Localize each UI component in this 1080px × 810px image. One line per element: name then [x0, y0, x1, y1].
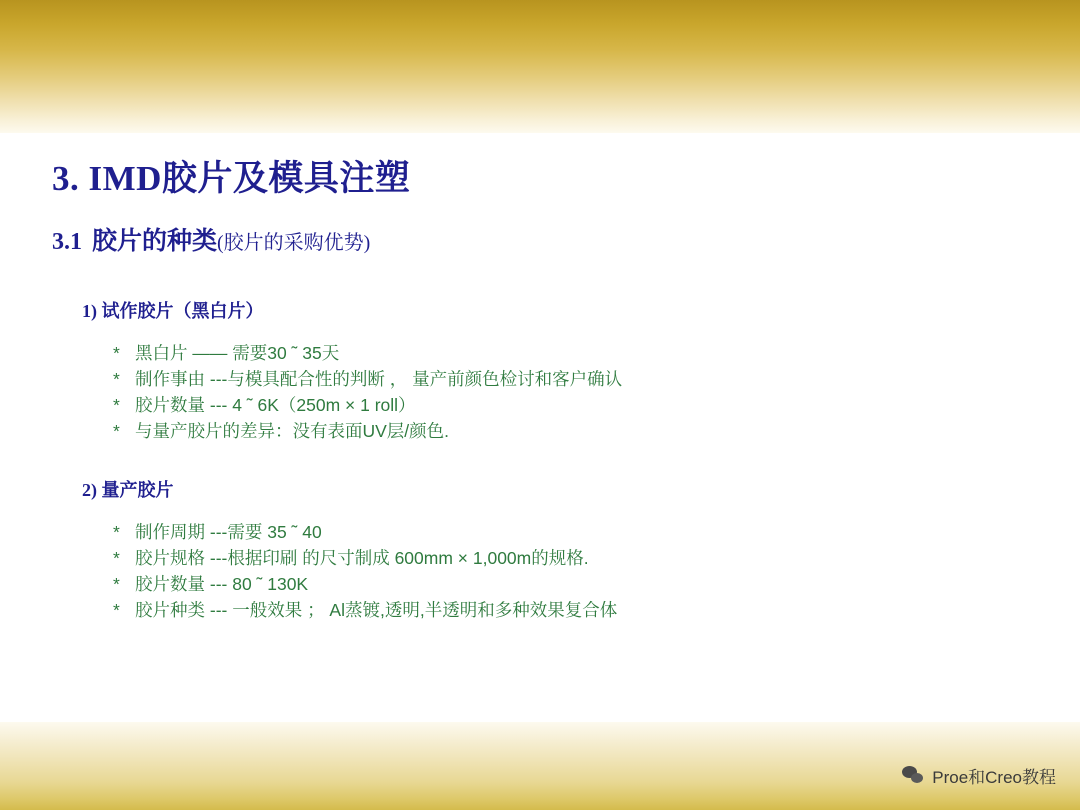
list-item	[113, 519, 617, 545]
list-item	[113, 571, 617, 597]
list-item-text: 黑白片 —— 需要30 ˜ 35天	[135, 343, 340, 363]
list-item-text: 胶片规格 ---根据印刷 的尺寸制成 600mm × 1,000m的规格.	[135, 548, 589, 568]
list-item-text: 胶片种类 --- 一般效果 ； Al蒸镀,透明,半透明和多种效果复合体	[135, 600, 618, 620]
watermark	[902, 763, 1056, 788]
bullet-marker-icon: *	[113, 343, 120, 363]
section-subtitle	[52, 221, 370, 257]
list-item-heading-1: 1) 试作胶片（黑白片）	[82, 301, 264, 321]
watermark-label: Proe和Creo教程	[932, 768, 1056, 787]
list-item	[113, 340, 622, 366]
list-item-text: 制作周期 ---需要 35 ˜ 40	[135, 522, 322, 542]
list-item-heading-2: 2) 量产胶片	[82, 480, 174, 500]
bullet-list-1	[113, 340, 622, 444]
bullet-marker-icon: *	[113, 548, 120, 568]
list-item-text: 制作事由 ---与模具配合性的判断 ， 量产前颜色检讨和客户确认	[135, 369, 623, 389]
bullet-marker-icon: *	[113, 369, 120, 389]
list-item	[113, 392, 622, 418]
bullet-marker-icon: *	[113, 522, 120, 542]
bullet-marker-icon: *	[113, 395, 120, 415]
list-item-text: 与量产胶片的差异：没有表面UV层/颜色.	[135, 421, 450, 441]
list-item	[113, 366, 622, 392]
bullet-marker-icon: *	[113, 600, 120, 620]
top-decorative-band	[0, 0, 1080, 133]
bullet-list-2	[113, 519, 617, 623]
subtitle-number: 3.1	[52, 229, 82, 255]
list-item	[113, 418, 622, 444]
page-title: 3. IMD胶片及模具注塑	[52, 159, 411, 198]
list-item-text: 胶片数量 --- 80 ˜ 130K	[135, 574, 309, 594]
list-item	[113, 597, 617, 623]
subtitle-parenthetical: (胶片的采购优势)	[217, 232, 371, 254]
bullet-marker-icon: *	[113, 574, 120, 594]
list-item-text: 胶片数量 --- 4 ˜ 6K（250m × 1 roll）	[135, 395, 416, 415]
subtitle-main: 胶片的种类	[92, 228, 218, 255]
slide-content	[0, 133, 1080, 722]
bullet-marker-icon: *	[113, 421, 120, 441]
wechat-icon	[902, 766, 924, 785]
list-item	[113, 545, 617, 571]
